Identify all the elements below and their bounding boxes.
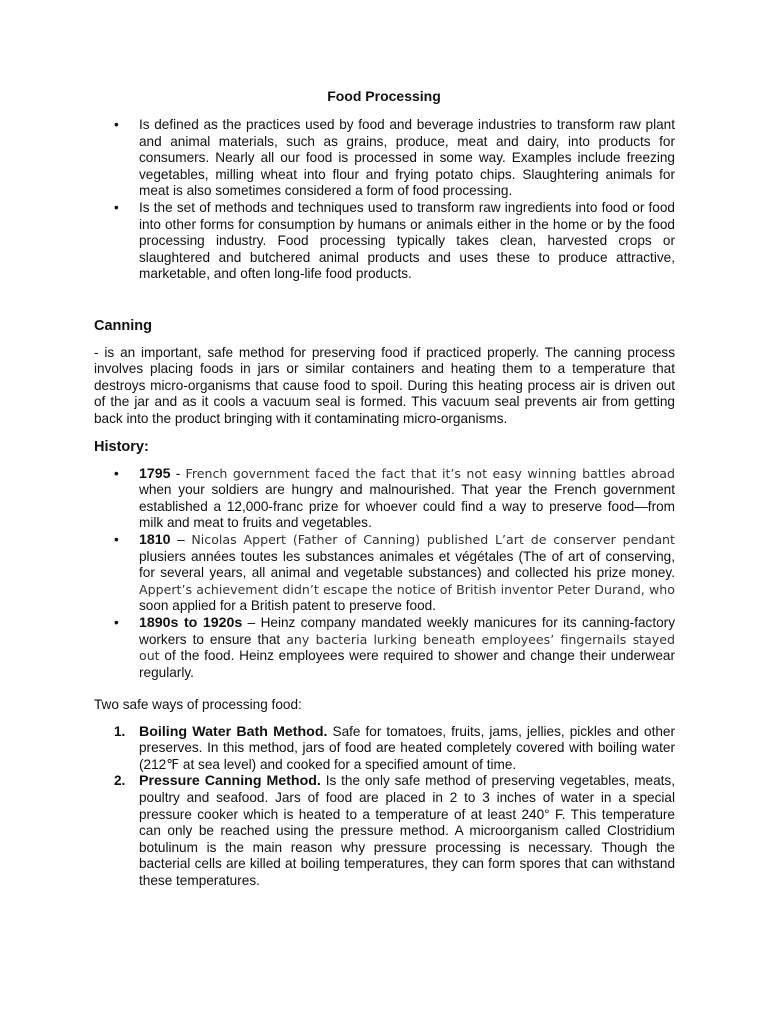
history-separator: – [170, 531, 192, 547]
method-text: Is the only safe method of preserving vegetables, meats, poultry and seafood. Jars of food are placed in 2 to 3 inches of water in a special pressure cooker which is heated to a temperature of at least 240° F. This temperature can only be reached using the pressure method. A microorganism called Clostridium botulinum is the main reason why pressure processing is necessary. Though the bacterial cells are killed at boiling temperatures, they can form spores that can withstand these temperatures. [139, 773, 675, 888]
history-text: plusiers années toutes les substances animales et végétales (The of art of conserving, for several years, all animal and vegetable substances) and collected his prize money. [139, 548, 675, 581]
methods-section [94, 697, 675, 890]
page-title: Food Processing [327, 88, 441, 104]
history-tail-text-2: soon applied for a British patent to preserve food. [139, 598, 436, 614]
history-tail-text: Appert’s achievement didn’t escape the notice of British inventor Peter Durand, who [139, 581, 675, 597]
history-lead-text: French government faced the fact that it’s not easy winning battles abroad [185, 465, 675, 481]
history-tail-text-2: of the food. Heinz employees were required to shower and change their underwear regularly. [139, 648, 675, 680]
history-year: 1810 [139, 531, 171, 548]
canning-heading: Canning [94, 318, 152, 334]
history-heading: History: [94, 439, 149, 455]
history-item-1890s [94, 615, 675, 681]
method-number: 1. [114, 723, 126, 739]
definitions-list [94, 117, 675, 283]
history-list [94, 466, 675, 682]
history-item-1810 [94, 532, 675, 615]
canning-paragraph: - is an important, safe method for preserving food if practiced properly. The canning process involves placing foods in jars or similar containers and heating them to a temperature that destroys micro-organisms that cause food to spoil. During this heating process air is driven out of the jar and as it cools a vacuum seal is formed. This vacuum seal prevents air from getting back into the product bringing with it contaminating micro-organisms. [94, 344, 675, 426]
method-text: Safe for tomatoes, fruits, jams, jellies, pickles and other preserves. In this method, jars of food are heated completely covered with boiling water (212℉ at sea level) and cooked for a specified amount of time. [139, 723, 676, 772]
history-text: when your soldiers are hungry and malnourished. That year the French government established a 12,000-franc prize for whoever could find a way to preserve food—from milk and meat to fruits and vegetables. [139, 482, 675, 531]
history-lead-text: Nicolas Appert (Father of Canning) published L’art de conserver pendant [191, 531, 675, 547]
methods-intro: Two safe ways of processing food: [94, 697, 302, 712]
method-name: Boiling Water Bath Method. [139, 723, 328, 740]
definitions-block [94, 117, 675, 283]
definition-item-1: • Is defined as the practices used by food and beverage industries to transform raw plant and animal materials, such as grains, produce, meat and dairy, into products for consumers. Nearly all our food is processed in some way. Examples include freezing vegetables, milling wheat into flour and frying potato chips. Slaughtering animals for meat is also sometimes considered a form of food processing. [94, 117, 675, 200]
history-lead-text: any bacteria lurking beneath employees’ fingernails stayed out [139, 631, 675, 664]
method-name: Pressure Canning Method. [139, 773, 321, 790]
history-separator: - [170, 465, 186, 481]
methods-list [94, 724, 675, 890]
history-item-1795 [94, 466, 675, 532]
history-year: 1795 [139, 465, 171, 482]
method-item-pressure-canning [94, 773, 675, 889]
method-item-boiling-water [94, 724, 675, 774]
history-section [94, 439, 675, 681]
history-text: Heinz company mandated weekly manicures for its canning-factory workers to ensure that [139, 614, 675, 647]
method-number: 2. [114, 773, 126, 789]
history-separator: – [242, 614, 261, 630]
canning-section [94, 318, 675, 428]
definition-item-2: • Is the set of methods and techniques used to transform raw ingredients into food or food into other forms for consumption by humans or animals either in the home or by the food processing industry. Food processing typically takes clean, harvested crops or slaughtered and butchered animal products and uses these to produce attractive, marketable, and often long-life food products. [94, 200, 675, 283]
history-year: 1890s to 1920s [139, 614, 243, 631]
